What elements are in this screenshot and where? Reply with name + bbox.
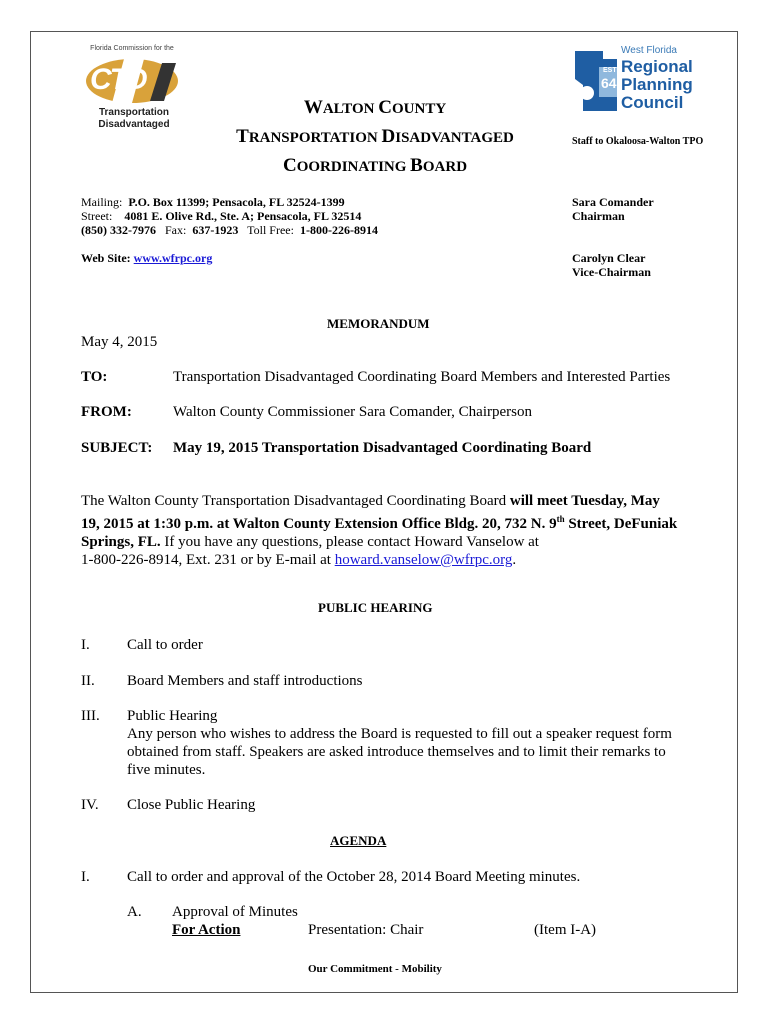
- agenda-item-1: I. Call to order and approval of the October 28, 2014 Board Meeting minutes.: [81, 869, 581, 885]
- vice-name: Carolyn Clear: [572, 251, 646, 265]
- title-line-2: TRANSPORTATION DISADVANTAGED: [236, 126, 514, 147]
- to-label: TO:: [81, 369, 108, 385]
- phone-line: (850) 332-7976 Fax: 637-1923 Toll Free: 1-800-226-8914: [81, 223, 378, 237]
- officers-block: [572, 195, 654, 279]
- subject-value: May 19, 2015 Transportation Disadvantaged Coordinating Board: [173, 440, 592, 456]
- agenda-sub-a: A. Approval of Minutes: [127, 904, 298, 920]
- ctd-logo-letters: CTD: [90, 63, 146, 96]
- ctd-logo-word2: Disadvantaged: [98, 119, 170, 130]
- memo-subject-row: [81, 439, 701, 457]
- ph-item-2: II. Board Members and staff introductions: [81, 673, 363, 689]
- title-line-1: WALTON COUNTY: [303, 97, 447, 118]
- memo-date: May 4, 2015: [81, 334, 158, 350]
- website-link[interactable]: www.wfrpc.org: [133, 251, 213, 265]
- from-value: Walton County Commissioner Sara Comander, Chairperson: [173, 404, 532, 420]
- memo-from-row: [81, 403, 701, 421]
- footer-text: Our Commitment - Mobility: [308, 963, 442, 975]
- to-value: Transportation Disadvantaged Coordinating Board Members and Interested Parties: [173, 369, 671, 385]
- wfrpc-line3: Council: [621, 93, 684, 112]
- wfrpc-est-num: 64: [601, 75, 617, 91]
- wfrpc-logo: [573, 45, 693, 117]
- street-line: Street: 4081 E. Olive Rd., Ste. A; Pensacola, FL 32514: [81, 209, 362, 223]
- ph-item-3: III. Public Hearing Any person who wishes to address the Board is requested to fill out a speaker request form obtained from staff. Speakers are asked introduce themselves and to limit their remarks to five minutes.: [81, 708, 672, 778]
- meeting-paragraph: The Walton County Transportation Disadvantaged Coordinating Board will meet Tuesday, May 19, 2015 at 1:30 p.m. at Walton County Extension Office Bldg. 20, 732 N. 9th Street, DeFuniak Springs, FL. If you have any questions, please contact Howard Vanselow at 1-800-226-8914, Ext. 231 or by E-mail at howard.vanselow@wfrpc.org.: [81, 493, 678, 568]
- chair-title: Chairman: [572, 209, 625, 223]
- staff-to-text: Staff to Okaloosa-Walton TPO: [572, 136, 704, 147]
- wfrpc-line1: Regional: [621, 57, 693, 76]
- memo-heading: MEMORANDUM: [327, 316, 430, 331]
- ctd-logo-word1: Transportation: [98, 107, 169, 118]
- from-label: FROM:: [81, 404, 132, 420]
- memo-to-row: [81, 368, 701, 386]
- wfrpc-est: EST: [603, 67, 617, 74]
- agenda-heading: AGENDA: [330, 833, 387, 848]
- subject-label: SUBJECT:: [81, 440, 153, 456]
- chair-name: Sara Comander: [572, 195, 654, 209]
- public-hearing-heading: PUBLIC HEARING: [318, 600, 433, 615]
- for-action-label: For Action: [172, 922, 241, 938]
- item-ref: (Item I-A): [534, 922, 597, 938]
- ph-item-4: IV. Close Public Hearing: [81, 797, 256, 813]
- website-line: Web Site: www.wfrpc.org: [81, 251, 213, 265]
- title-line-3: COORDINATING BOARD: [282, 155, 468, 176]
- presentation-label: Presentation: Chair: [308, 922, 424, 938]
- contact-block: [81, 195, 378, 265]
- email-link[interactable]: howard.vanselow@wfrpc.org: [334, 552, 513, 568]
- ph-item-1: I. Call to order: [81, 637, 203, 653]
- ctd-logo-top-text: Florida Commission for the: [90, 45, 174, 52]
- wfrpc-line2: Planning: [621, 75, 693, 94]
- ctd-logo: [78, 45, 190, 135]
- board-title: [200, 94, 550, 181]
- wfrpc-top-text: West Florida: [621, 45, 677, 56]
- vice-title: Vice-Chairman: [572, 265, 651, 279]
- mailing-line: Mailing: P.O. Box 11399; Pensacola, FL 32524-1399: [81, 195, 345, 209]
